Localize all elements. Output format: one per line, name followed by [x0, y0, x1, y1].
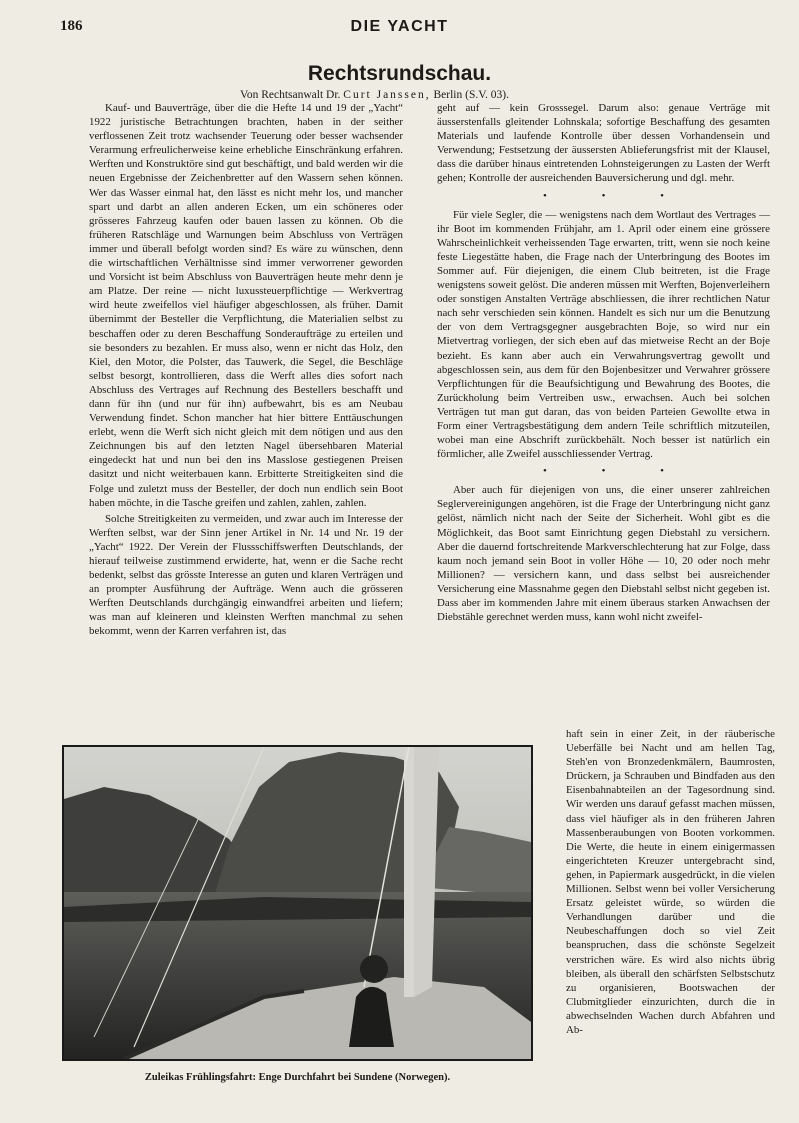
- paragraph: geht auf — kein Grosssegel. Darum also: genaue Verträge mit äusserstenfalls gleitender Lohnskala; sofortige Beschaffung des gesamten Materials und laufende Kontrolle über dessen Vorhandensein und Verwendung; Festsetzung der äussersten Ablieferungsfrist mit der Klausel, dass die darüber hinaus eintretenden Lohnsteigerungen zu Lasten der Werft gehen; Kontrolle der ausreichenden Bauversicherung und dgl. mehr.: [437, 102, 770, 185]
- photo-caption: Zuleikas Frühlingsfahrt: Enge Durchfahrt bei Sundene (Norwegen).: [144, 1072, 451, 1083]
- paragraph: Solche Streitigkeiten zu vermeiden, und zwar auch im Interesse der Werften selbst, war der Sinn jener Artikel in Nr. 14 und Nr. 19 der „Yacht“ 1922. Der Verein der Flussschiffswerften Deutschlands, der hierauf teilweise zustimmend erwiderte, hat, wenn er die Sache recht bedenkt, selbst das grösste Interesse an guten und klaren Verträgen und an prompter Ausführung der Aufträge. Wenn auch die grösseren Werften Deutschlands durchgängig einwandfrei arbeiten und liefern; was man auf kleineren und kleinsten Werften manchmal zu sehen bekommt, wenn der Karren verfahren ist, das: [89, 512, 403, 638]
- fjord-photo-drawing: [64, 747, 531, 1059]
- left-column: [89, 101, 403, 639]
- paragraph: Kauf- und Bauverträge, über die die Hefte 14 und 19 der „Yacht“ 1922 juristische Betrachtungen brachten, haben in der seither verflossenen Zeit trotz wachsender Teuerung oder besser wachsender Verarmung erfreulicherweise keine erhebliche Einschränkung erfahren. Werften und Konstruktöre sind gut beschäftigt, und bald werden wir die neuen Ergebnisse der Zeichenbretter auf den Wassern sehen können. Wer das Wasser einmal hat, den lässt es nicht mehr los, und mancher spart und darbt an allen anderen Ecken, um ein schöneres oder grösseres Fahrzeug kaufen oder bauen lassen zu können. Ob die früheren Ratschläge und Warnungen beim Abschluss von Verträgen immer und überall befolgt worden sind? Es wäre zu wünschen, denn die wirtschaftlichen Verhältnisse sind immer verworrener geworden und Vorsicht ist beim Abschluss von Bauverträgen heute mehr denn je am Platze. Der reine — nicht luxussteuerpflichtige — Werkvertrag wird heute zweifellos viel häufiger abgeschlossen, als früher. Damit übernimmt der Besteller die Verpflichtung, die Materialien selbst zu beschaffen oder zu deren Beschaffung Sonderaufträge zu erteilen und sie besonders zu bezahlen. Er muss also, wenn er nicht das Holz, den Kiel, den Motor, die Polster, das Tauwerk, die Segel, die Beschläge selbst besorgt, kontrollieren, dass die Werft alles dies sofort nach Abschluss des Vertrages auf Rechnung des Bestellers beschafft und dann für ihn (und nur für ihn) aufbewahrt, bis es am Neubau Verwendung findet. Schon mancher hat hier bittere Enttäuschungen erlebt, wenn die Werft sich nicht gleich mit dem nötigen und aus den Zeichnungen bis auf den letzten Nagel übersehbaren Material eingedeckt hat und nun bei den ins Masslose gestiegenen Preisen dasitzt und nicht weiterbauen kann. Erbitterte Streitigkeiten sind die Folge und zuletzt muss der Besteller, der doch nun endlich sein Boot haben möchte, in die Tasche greifen und zahlen, zahlen, zahlen.: [89, 102, 403, 509]
- byline-suffix: Berlin (S.V. 03).: [433, 89, 509, 101]
- section-separator: • • •: [542, 465, 691, 478]
- page-number: 186: [60, 18, 83, 34]
- paragraph: haft sein in einer Zeit, in der räuberische Ueberfälle bei Nacht und am hellen Tag, Steh'en von Bronzedenkmälern, Baumrosten, Drückern, ja Schrauben und Bindfaden aus den Eisenbahnabteilen an der Tagesordnung sind. Wir werden uns darauf gefasst machen müssen, dass viel häufiger als in den früheren Jahren Massenberaubungen von Booten vorkommen. Die Werte, die heute in einem einigermassen eingerichteten Kreuzer untergebracht sind, gehen, in Papiermark ausgedrückt, in die vielen Millionen. Selbst wenn bei voller Versicherung Ersatz geleistet würde, so würden die Verhandlungen darüber und die Neubeschaffungen doch so viel Zeit beanspruchen, dass die schönste Segelzeit verstrichen wäre. Es wird also nichts übrig bleiben, als überall den schärfsten Selbstschutz zu organisieren, Bootswachen der Clubmitglieder einzurichten, durch die in abwechselnden Wachen durch Abfahren und Ab-: [566, 728, 775, 1036]
- article-byline: [240, 89, 509, 101]
- byline-author: Curt Janssen,: [343, 89, 431, 101]
- right-column: [437, 101, 770, 624]
- article-title: Rechtsrundschau.: [307, 62, 492, 85]
- section-separator: • • •: [542, 189, 691, 202]
- paragraph: Für viele Segler, die — wenigstens nach dem Wortlaut des Vertrages — ihr Boot im kommenden Frühjahr, am 1. April oder einem eine grössere Wahrscheinlichkeit verheissenden Tage erwarten, tritt, wenn sie noch keine feste Liegestätte haben, die Frage nach der Unterbringung des Bootes im Sommer auf. Für diejenigen, die einem Club beitreten, ist die Frage wenigstens soweit gelöst. Die anderen müssen mit Werften, Bojenverleihern oder sonstigen Anstalten Verträge abschliessen, die ihrer rechtlichen Natur nach sehr verschieden sein können. Handelt es sich nur um die Benutzung der von dem Vertragsgegner ausgebrachten Boje, so wird nur ein Mietvertrag vorliegen, der sich eben auf das mietweise Recht an der Boje bezieht. Es kann aber auch ein Verwahrungsvertrag gewollt und abgeschlossen sein, aus dem für den Bojenbesitzer und Verwahrer grössere Verpflichtungen für die Beaufsichtigung und Bewahrung des Bootes, die Zurückholung beim Vertreiben usw., erwachsen. Auch bei solchen Verträgen tut man gut daran, das von beiden Parteien Gewollte etwa in Form einer Vertragsbestätigung dem andern Teile schriftlich mitzuteilen, wobei man eine Abschrift zurückbehält. Noch besser ist natürlich ein förmlicher, alle Zweifel ausschliessender Vertrag.: [437, 208, 770, 461]
- byline-prefix: Von Rechtsanwalt Dr.: [240, 89, 341, 101]
- paragraph: Aber auch für diejenigen von uns, die einer unserer zahlreichen Seglervereinigungen angehören, ist die Frage der Unterbringung nicht ganz gelöst, nämlich nicht nach der Seite der Sicherheit. Wohl gibt es die Möglichkeit, das Boot samt Einrichtung gegen Diebstahl zu versichern. Aber die dauernd fortschreitende Markverschlechterung hat zur Folge, dass kaum noch jemand sein Boot in voller Höhe — 10, 20 oder noch mehr Millionen? — versichern kann, und dass selbst bei ausreichender Versicherung eine Massnahme gegen den Diebstahl selbst nicht gegeben ist. Dass aber im kommenden Jahre mit einem überaus starken Anwachsen der Diebstähle gerechnet werden muss, kann wohl nicht zweifel-: [437, 484, 770, 624]
- fjord-photo: [62, 745, 533, 1061]
- right-column-continued: [566, 727, 775, 1037]
- magazine-title: DIE YACHT: [350, 18, 449, 35]
- mast: [404, 747, 414, 997]
